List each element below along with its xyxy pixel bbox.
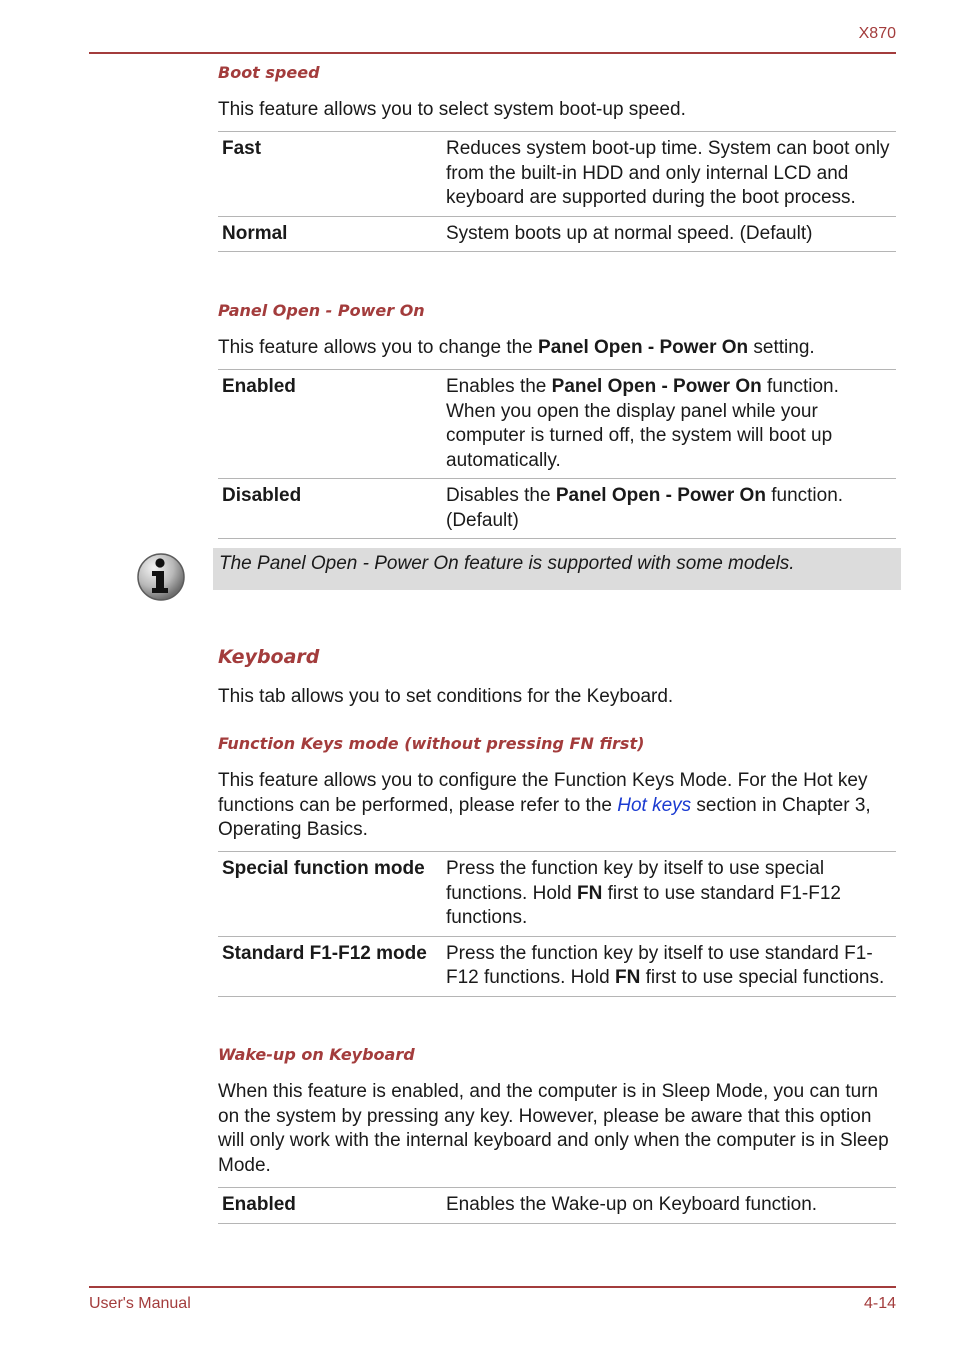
table-row xyxy=(218,852,896,937)
desc-bold: FN xyxy=(576,882,603,904)
option-description: Enables the Wake-up on Keyboard function. xyxy=(442,1188,896,1224)
desc-text: Press the function key by itself to use standard F1-F12 functions. Hold xyxy=(446,942,873,988)
footer-rule xyxy=(89,1286,896,1288)
option-key: Disabled xyxy=(218,479,442,539)
option-key: Normal xyxy=(218,216,442,252)
panel-open-intro xyxy=(218,336,896,361)
keyboard-intro: This tab allows you to set conditions for the Keyboard. xyxy=(218,686,674,707)
desc-text: Press the function key by itself to use special functions. Hold xyxy=(446,858,825,904)
desc-bold: Panel Open - Power On xyxy=(555,485,766,506)
intro-text: This feature allows you to change the xyxy=(218,337,539,358)
table-row xyxy=(218,1188,896,1224)
table-row xyxy=(218,370,896,479)
panel-open-heading: Panel Open - Power On xyxy=(218,301,425,320)
desc-bold: Panel Open - Power On xyxy=(551,376,762,397)
footer-page-number: 4-14 xyxy=(863,1295,896,1312)
desc-bold: FN xyxy=(614,967,641,988)
option-key: Enabled xyxy=(218,1188,442,1224)
boot-speed-table xyxy=(218,131,896,252)
option-key: Fast xyxy=(218,132,442,217)
note-box: The Panel Open - Power On feature is supported with some models. xyxy=(213,548,901,590)
table-row xyxy=(218,216,896,252)
desc-text: first to use special functions. xyxy=(640,967,885,988)
panel-open-table xyxy=(218,369,896,539)
header-rule xyxy=(89,52,896,54)
intro-text: section in Chapter 3, Operating Basics. xyxy=(218,794,871,840)
desc-text: Disables the xyxy=(446,485,556,506)
option-key: Enabled xyxy=(218,370,442,479)
info-icon xyxy=(136,552,186,602)
option-description: Reduces system boot-up time. System can boot only from the built-in HDD and only internal LCD and keyboard are supported during the boot process. xyxy=(442,132,896,217)
function-keys-intro xyxy=(218,769,896,843)
function-keys-table xyxy=(218,851,896,997)
table-row xyxy=(218,936,896,996)
option-description: System boots up at normal speed. (Default) xyxy=(442,216,896,252)
desc-text: first to use standard F1-F12 functions. xyxy=(446,882,841,928)
intro-text: setting. xyxy=(748,337,815,358)
hot-keys-link[interactable]: Hot keys xyxy=(617,794,692,816)
wakeup-heading: Wake-up on Keyboard xyxy=(218,1045,415,1064)
function-keys-heading: Function Keys mode (without pressing FN first) xyxy=(218,734,645,753)
page-header-model: X870 xyxy=(858,25,896,42)
table-row xyxy=(218,132,896,217)
boot-speed-heading: Boot speed xyxy=(218,63,320,82)
desc-text: Enables the xyxy=(446,376,552,397)
option-description xyxy=(442,852,896,937)
option-key: Special function mode xyxy=(218,852,442,937)
option-description xyxy=(442,479,896,539)
table-row xyxy=(218,479,896,539)
intro-text: This feature allows you to configure the Function Keys Mode. For the Hot key functions can be performed, please refer to the xyxy=(218,770,868,816)
boot-speed-intro: This feature allows you to select system boot-up speed. xyxy=(218,99,686,120)
wakeup-table xyxy=(218,1187,896,1224)
intro-bold: Panel Open - Power On xyxy=(538,337,749,358)
wakeup-intro: When this feature is enabled, and the computer is in Sleep Mode, you can turn on the system by pressing any key. However, please be aware that this option will only work with the internal keyboard and only when the computer is in Sleep Mode. xyxy=(218,1081,889,1176)
option-description xyxy=(442,370,896,479)
keyboard-heading: Keyboard xyxy=(218,646,320,668)
option-key: Standard F1-F12 mode xyxy=(218,936,442,996)
option-description xyxy=(442,936,896,996)
desc-text: function. (Default) xyxy=(446,485,844,531)
desc-text: function. When you open the display panel while your computer is turned off, the system will boot up automatically. xyxy=(446,376,839,471)
footer-manual-title: User's Manual xyxy=(89,1295,191,1312)
